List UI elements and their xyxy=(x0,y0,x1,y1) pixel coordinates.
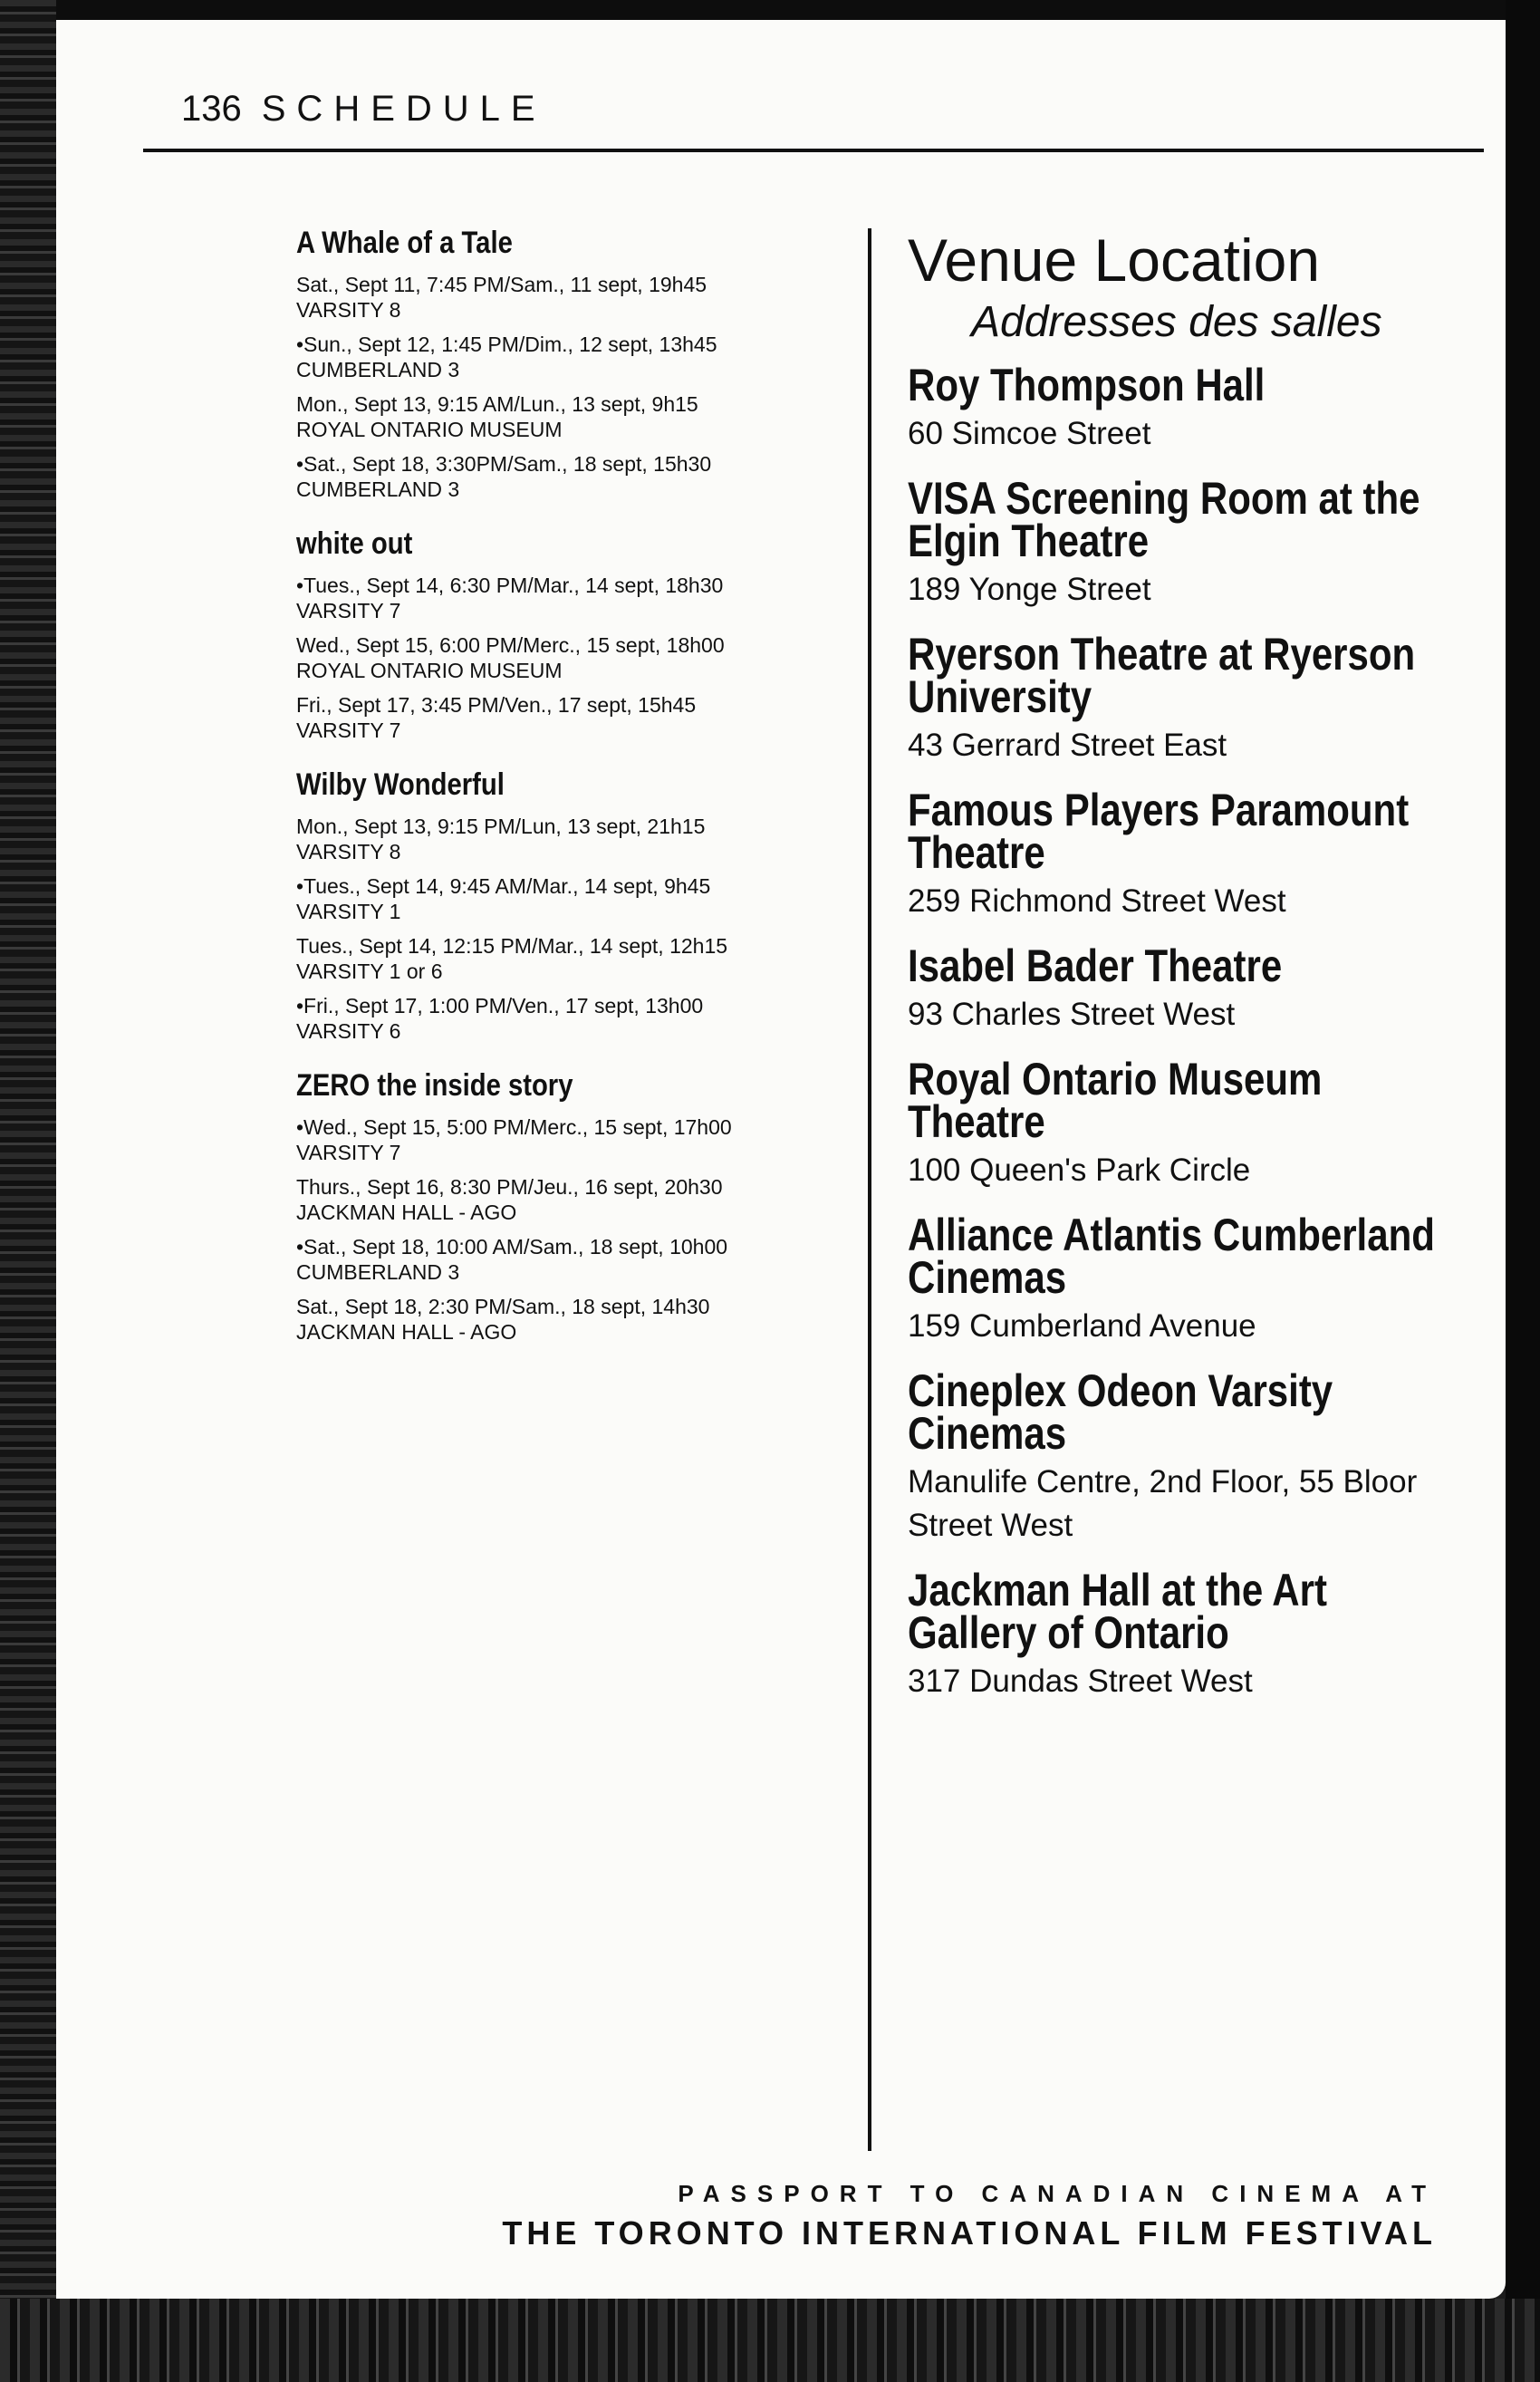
venue-address: 60 Simcoe Street xyxy=(908,416,1151,451)
scan-border-right xyxy=(1506,0,1540,2382)
screening-time: Sat., Sept 11, 7:45 PM/Sam., 11 sept, 19h45 xyxy=(296,273,707,296)
venue-entry xyxy=(908,1210,1469,1348)
screening xyxy=(296,1114,894,1165)
header-rule xyxy=(143,149,1484,152)
venue-name: Alliance Atlantis Cumberland Cinemas xyxy=(908,1210,1435,1303)
venue-address: 317 Dundas Street West xyxy=(908,1664,1253,1699)
film-title: white out xyxy=(296,526,413,561)
screening xyxy=(296,451,894,502)
film-title: ZERO the inside story xyxy=(296,1068,573,1103)
venue-entry xyxy=(908,629,1469,767)
screening xyxy=(296,993,894,1044)
venue-address: 43 Gerrard Street East xyxy=(908,728,1227,763)
page xyxy=(56,20,1506,2299)
screening-time: Wed., Sept 15, 6:00 PM/Merc., 15 sept, 18h00 xyxy=(296,633,725,657)
film-entry xyxy=(296,526,894,743)
venue-entry xyxy=(908,1365,1469,1548)
venue-name: Famous Players Paramount Theatre xyxy=(908,785,1410,878)
venue-name: Royal Ontario Museum Theatre xyxy=(908,1054,1323,1147)
schedule-column xyxy=(296,225,894,1368)
screening-venue: ROYAL ONTARIO MUSEUM xyxy=(296,418,563,441)
screening-venue: JACKMAN HALL - AGO xyxy=(296,1320,517,1344)
screening xyxy=(296,873,894,924)
screening-time: •Sat., Sept 18, 3:30PM/Sam., 18 sept, 15h30 xyxy=(296,452,712,476)
venue-name: Jackman Hall at the Art Gallery of Ontario xyxy=(908,1565,1327,1658)
screening-time: Sat., Sept 18, 2:30 PM/Sam., 18 sept, 14h30 xyxy=(296,1295,710,1318)
screening xyxy=(296,1174,894,1225)
venue-subheading: Addresses des salles xyxy=(971,298,1382,346)
film-entry xyxy=(296,1067,894,1345)
venue-column xyxy=(908,225,1469,1725)
screening-venue: VARSITY 6 xyxy=(296,1019,401,1043)
film-entry xyxy=(296,225,894,502)
film-entry xyxy=(296,767,894,1044)
column-divider xyxy=(868,228,871,2151)
screening xyxy=(296,933,894,984)
venue-name: Isabel Bader Theatre xyxy=(908,940,1283,991)
venue-entry xyxy=(908,1565,1469,1703)
venue-address: 93 Charles Street West xyxy=(908,997,1236,1032)
screening-venue: VARSITY 8 xyxy=(296,298,401,322)
screening-venue: CUMBERLAND 3 xyxy=(296,358,460,381)
venue-entry xyxy=(908,473,1469,612)
screening-venue: VARSITY 7 xyxy=(296,1141,401,1164)
scan-border-left xyxy=(0,0,56,2382)
screening-venue: VARSITY 1 or 6 xyxy=(296,960,443,983)
screening-time: Fri., Sept 17, 3:45 PM/Ven., 17 sept, 15h45 xyxy=(296,693,697,717)
screening-venue: JACKMAN HALL - AGO xyxy=(296,1201,517,1224)
screening-time: •Sun., Sept 12, 1:45 PM/Dim., 12 sept, 13h45 xyxy=(296,333,717,356)
screening-time: Mon., Sept 13, 9:15 AM/Lun., 13 sept, 9h15 xyxy=(296,392,698,416)
screening xyxy=(296,814,894,864)
screening-venue: CUMBERLAND 3 xyxy=(296,477,460,501)
screening xyxy=(296,391,894,442)
film-title: A Whale of a Tale xyxy=(296,226,513,260)
screening xyxy=(296,332,894,382)
footer-festival-name: THE TORONTO INTERNATIONAL FILM FESTIVAL xyxy=(502,2214,1437,2252)
venue-entry xyxy=(908,785,1469,923)
venue-heading: Venue Location xyxy=(908,227,1321,294)
screening-time: •Tues., Sept 14, 6:30 PM/Mar., 14 sept, 18h30 xyxy=(296,574,724,597)
screening xyxy=(296,1294,894,1345)
running-head xyxy=(181,89,546,130)
screening-time: •Wed., Sept 15, 5:00 PM/Merc., 15 sept, 17h00 xyxy=(296,1115,732,1139)
screening-time: •Tues., Sept 14, 9:45 AM/Mar., 14 sept, 9h45 xyxy=(296,874,711,898)
venue-name: Cineplex Odeon Varsity Cinemas xyxy=(908,1365,1333,1459)
venue-name: VISA Screening Room at the Elgin Theatre xyxy=(908,473,1420,566)
venue-address: 189 Yonge Street xyxy=(908,572,1151,607)
venue-entry xyxy=(908,940,1469,1037)
screening-venue: VARSITY 1 xyxy=(296,900,401,923)
screening-time: Thurs., Sept 16, 8:30 PM/Jeu., 16 sept, 20h30 xyxy=(296,1175,723,1199)
venue-address: Manulife Centre, 2nd Floor, 55 Bloor Street West xyxy=(908,1464,1418,1543)
screening-venue: ROYAL ONTARIO MUSEUM xyxy=(296,659,563,682)
screening xyxy=(296,272,894,323)
screening-time: Tues., Sept 14, 12:15 PM/Mar., 14 sept, 12h15 xyxy=(296,934,728,958)
venue-entry xyxy=(908,360,1469,456)
section-title: SCHEDULE xyxy=(261,89,546,129)
footer-tagline: PASSPORT TO CANADIAN CINEMA AT xyxy=(678,2180,1437,2207)
page-number: 136 xyxy=(181,89,242,129)
screening-time: •Sat., Sept 18, 10:00 AM/Sam., 18 sept, 10h00 xyxy=(296,1235,728,1259)
screening-venue: VARSITY 7 xyxy=(296,718,401,742)
screening-venue: CUMBERLAND 3 xyxy=(296,1260,460,1284)
venue-name: Roy Thompson Hall xyxy=(908,360,1266,410)
screening-time: Mon., Sept 13, 9:15 PM/Lun, 13 sept, 21h15 xyxy=(296,815,706,838)
scan-border-bottom xyxy=(0,2299,1540,2382)
screening-venue: VARSITY 7 xyxy=(296,599,401,622)
screening-time: •Fri., Sept 17, 1:00 PM/Ven., 17 sept, 13h00 xyxy=(296,994,704,1017)
screening-venue: VARSITY 8 xyxy=(296,840,401,863)
film-title: Wilby Wonderful xyxy=(296,767,505,802)
venue-address: 100 Queen's Park Circle xyxy=(908,1152,1251,1188)
screening xyxy=(296,692,894,743)
screening xyxy=(296,573,894,623)
scan-border-top xyxy=(0,0,1540,20)
venue-address: 159 Cumberland Avenue xyxy=(908,1308,1256,1344)
screening xyxy=(296,632,894,683)
screening xyxy=(296,1234,894,1285)
venue-entry xyxy=(908,1054,1469,1192)
venue-name: Ryerson Theatre at Ryerson University xyxy=(908,629,1416,722)
venue-address: 259 Richmond Street West xyxy=(908,883,1286,919)
